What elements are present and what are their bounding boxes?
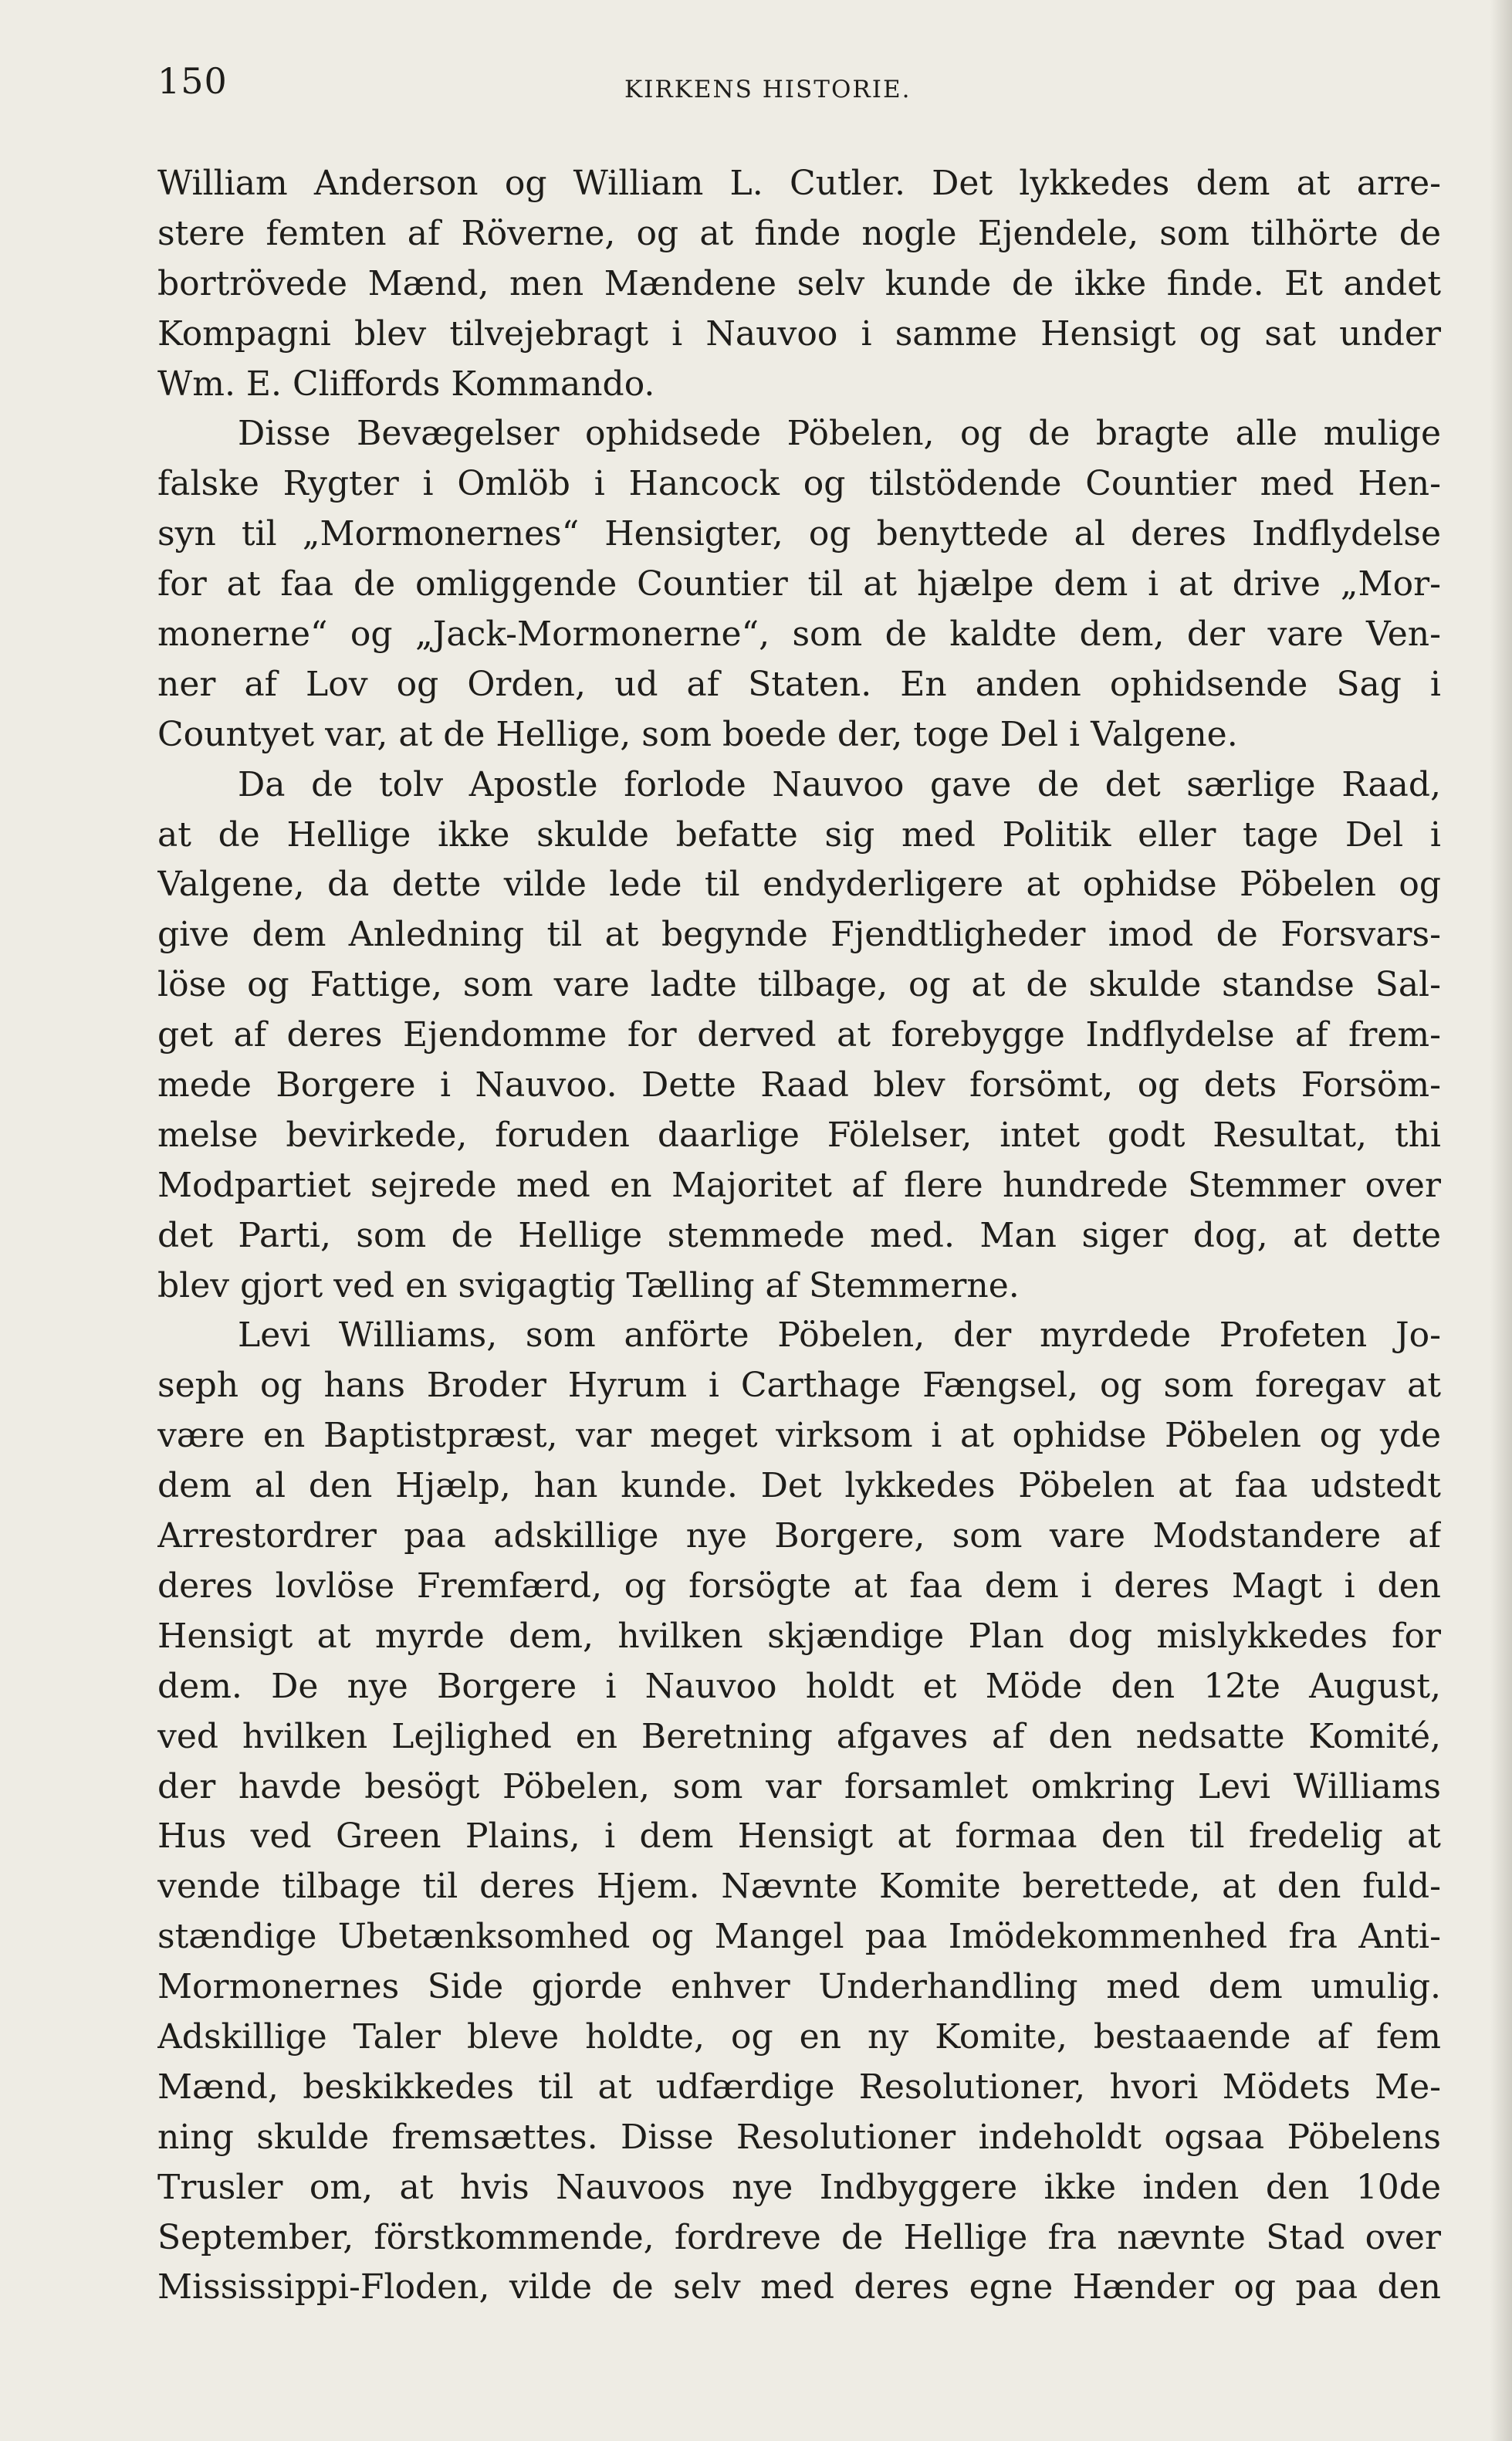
text-line: stændige Ubetænksomhed og Mangel paa Imödekommenhed fra Anti-: [157, 1917, 1441, 1957]
text-line: Mænd, beskikkedes til at udfærdige Resolutioner, hvori Mödets Me-: [157, 2067, 1441, 2107]
text-line: falske Rygter i Omlöb i Hancock og tilstödende Countier med Hen-: [157, 464, 1441, 504]
text-line: Countyet var, at de Hellige, som boede der, toge Del i Valgene.: [157, 714, 1238, 754]
text-line: Hensigt at myrde dem, hvilken skjændige Plan dog mislykkedes for: [157, 1616, 1441, 1656]
body-text: [157, 159, 1441, 2313]
text-line: löse og Fattige, som vare ladte tilbage, og at de skulde standse Sal-: [157, 965, 1441, 1005]
text-line: Mississippi-Floden, vilde de selv med deres egne Hænder og paa den: [157, 2267, 1441, 2307]
text-line: stere femten af Röverne, og at finde nogle Ejendele, som tilhörte de: [157, 213, 1441, 253]
text-line: Hus ved Green Plains, i dem Hensigt at formaa den til fredelig at: [157, 1816, 1441, 1857]
text-line: monerne“ og „Jack-Mormonerne“, som de kaldte dem, der vare Ven-: [157, 614, 1441, 655]
text-line: bortrövede Mænd, men Mændene selv kunde de ikke finde. Et andet: [157, 263, 1441, 303]
text-line: der havde besögt Pöbelen, som var forsamlet omkring Levi Williams: [157, 1766, 1441, 1806]
text-line: ved hvilken Lejlighed en Beretning afgaves af den nedsatte Komité,: [157, 1716, 1441, 1756]
text-line: deres lovlöse Fremfærd, og forsögte at faa dem i deres Magt i den: [157, 1566, 1441, 1606]
text-line: Modpartiet sejrede med en Majoritet af flere hundrede Stemmer over: [157, 1165, 1441, 1205]
text-line: give dem Anledning til at begynde Fjendtligheder imod de Forsvars-: [157, 915, 1441, 955]
page-number: 150: [157, 60, 228, 102]
text-line: det Parti, som de Hellige stemmede med. Man siger dog, at dette: [157, 1215, 1441, 1255]
text-line: Arrestordrer paa adskillige nye Borgere, som vare Modstandere af: [157, 1516, 1441, 1556]
text-line: blev gjort ved en svigagtig Tælling af Stemmerne.: [157, 1265, 1020, 1305]
page-header: [157, 60, 1441, 107]
text-line: seph og hans Broder Hyrum i Carthage Fængsel, og som foregav at: [157, 1366, 1441, 1406]
text-line: mede Borgere i Nauvoo. Dette Raad blev forsömt, og dets Forsöm-: [157, 1065, 1441, 1105]
text-line: Disse Bevægelser ophidsede Pöbelen, og de bragte alle mulige: [238, 414, 1441, 454]
text-line: Adskillige Taler bleve holdte, og en ny Komite, bestaaende af fem: [157, 2016, 1441, 2057]
text-line: for at faa de omliggende Countier til at hjælpe dem i at drive „Mor-: [157, 564, 1441, 604]
text-line: Mormonernes Side gjorde enhver Underhandling med dem umulig.: [157, 1967, 1441, 2007]
text-line: være en Baptistpræst, var meget virksom i at ophidse Pöbelen og yde: [157, 1416, 1441, 1456]
text-line: Trusler om, at hvis Nauvoos nye Indbyggere ikke inden den 10de: [157, 2167, 1441, 2207]
text-line: vende tilbage til deres Hjem. Nævnte Komite berettede, at den fuld-: [157, 1867, 1441, 1907]
text-line: ning skulde fremsættes. Disse Resolutioner indeholdt ogsaa Pöbelens: [157, 2117, 1441, 2157]
text-line: ner af Lov og Orden, ud af Staten. En anden ophidsende Sag i: [157, 664, 1441, 704]
text-line: William Anderson og William L. Cutler. Det lykkedes dem at arre-: [157, 164, 1441, 203]
text-line: Levi Williams, som anförte Pöbelen, der myrdede Profeten Jo-: [238, 1315, 1441, 1356]
text-line: Valgene, da dette vilde lede til endyderligere at ophidse Pöbelen og: [157, 865, 1441, 905]
text-line: Da de tolv Apostle forlode Nauvoo gave de det særlige Raad,: [238, 764, 1441, 804]
running-head: KIRKENS HISTORIE.: [624, 76, 912, 103]
text-line: melse bevirkede, foruden daarlige Fölelser, intet godt Resultat, thi: [157, 1115, 1441, 1155]
text-line: Wm. E. Cliffords Kommando.: [157, 364, 655, 404]
text-line: get af deres Ejendomme for derved at forebygge Indflydelse af frem-: [157, 1015, 1441, 1055]
text-line: dem al den Hjælp, han kunde. Det lykkedes Pöbelen at faa udstedt: [157, 1466, 1441, 1506]
page-edge-shadow: [1490, 0, 1512, 2441]
text-line: at de Hellige ikke skulde befatte sig med Politik eller tage Del i: [157, 814, 1441, 855]
text-line: dem. De nye Borgere i Nauvoo holdt et Möde den 12te August,: [157, 1666, 1441, 1706]
text-line: Kompagni blev tilvejebragt i Nauvoo i samme Hensigt og sat under: [157, 313, 1441, 354]
text-line: syn til „Mormonernes“ Hensigter, og benyttede al deres Indflydelse: [157, 514, 1441, 554]
text-line: September, förstkommende, fordreve de Hellige fra nævnte Stad over: [157, 2217, 1441, 2257]
